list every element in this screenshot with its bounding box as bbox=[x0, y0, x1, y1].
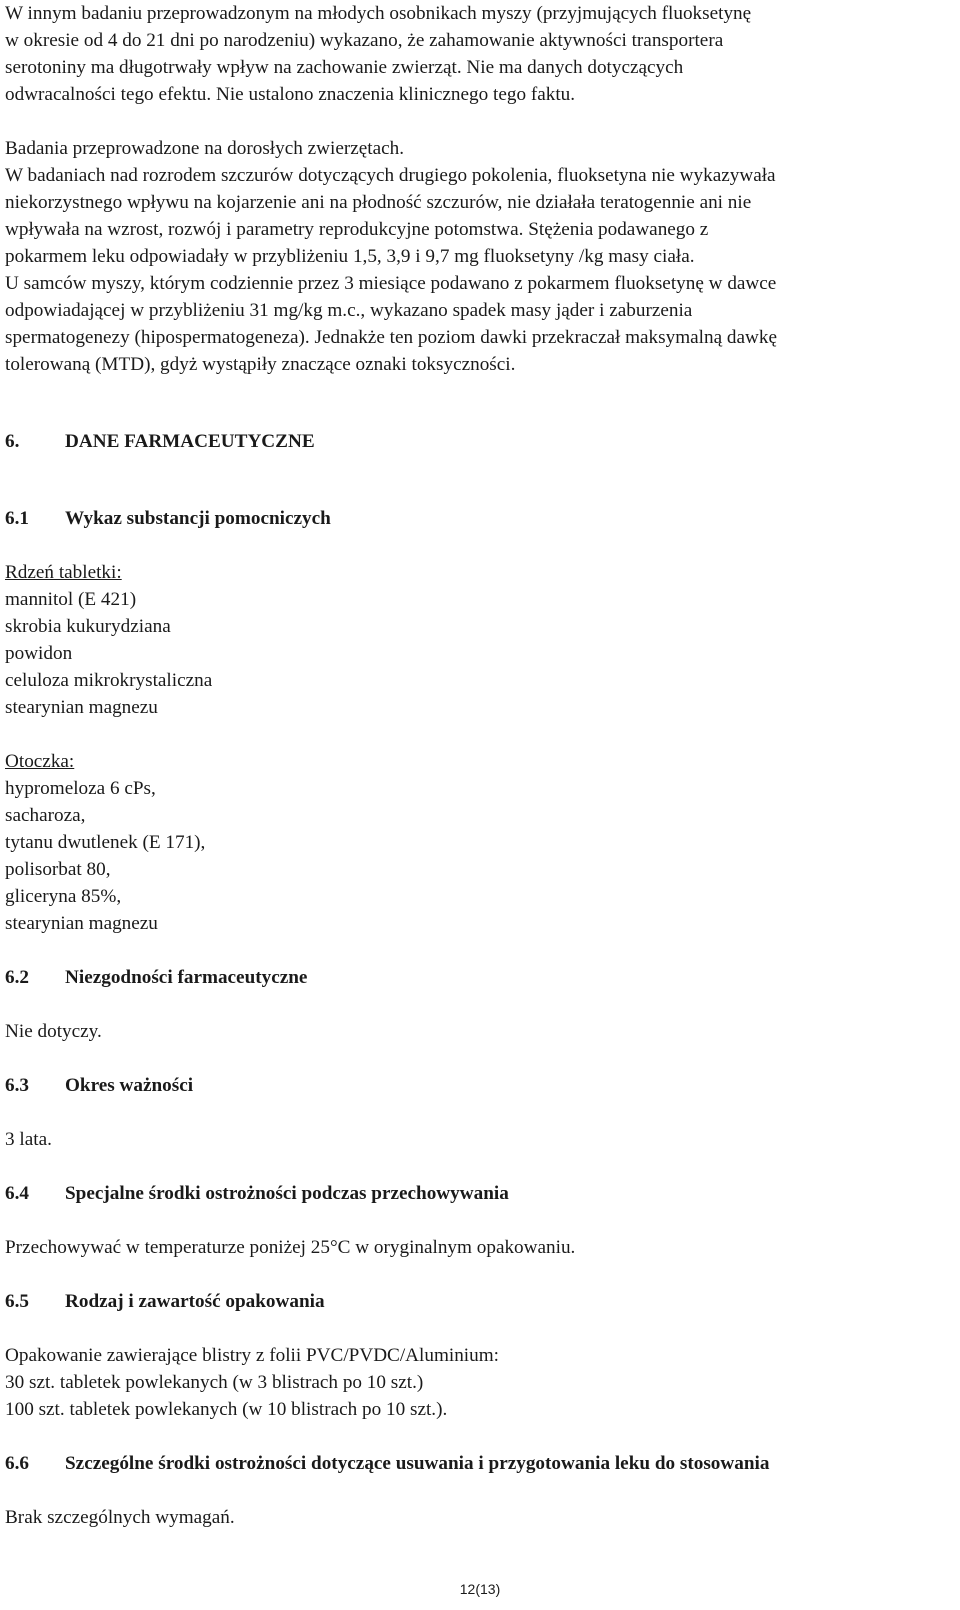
text-line: serotoniny ma długotrwały wpływ na zachowanie zwierząt. Nie ma danych dotyczących bbox=[5, 57, 684, 78]
intro-paragraph bbox=[5, 0, 955, 108]
packaging-line: 100 szt. tabletek powlekanych (w 10 blistrach po 10 szt.). bbox=[5, 1399, 448, 1420]
packaging-list bbox=[5, 1342, 955, 1423]
section-number: 6.6 bbox=[5, 1453, 29, 1474]
text-line: tolerowaną (MTD), gdyż wystąpiły znaczące oznaki toksyczności. bbox=[5, 354, 516, 375]
section-number: 6.2 bbox=[5, 967, 29, 988]
excipient-item: skrobia kukurydziana bbox=[5, 616, 171, 637]
text-line: pokarmem leku odpowiadały w przybliżeniu 1,5, 3,9 i 9,7 mg fluoksetyny /kg masy ciała. bbox=[5, 246, 695, 267]
excipient-item: mannitol (E 421) bbox=[5, 589, 137, 610]
section-heading-6-6 bbox=[5, 1450, 955, 1477]
coating-label: Otoczka: bbox=[5, 751, 75, 772]
document-page bbox=[5, 0, 955, 1531]
section-text: Przechowywać w temperaturze poniżej 25°C w oryginalnym opakowaniu. bbox=[5, 1237, 576, 1258]
text-line: U samców myszy, którym codziennie przez 3 miesiące podawano z pokarmem fluoksetynę w dawce bbox=[5, 273, 777, 294]
section-number: 6. bbox=[5, 431, 20, 452]
spacer bbox=[5, 1153, 955, 1180]
text-line: W badaniach nad rozrodem szczurów dotyczących drugiego pokolenia, fluoksetyna nie wykazywała bbox=[5, 165, 776, 186]
section-number: 6.5 bbox=[5, 1291, 29, 1312]
core-excipients bbox=[5, 559, 955, 721]
spacer bbox=[5, 937, 955, 964]
text-line: spermatogenezy (hipospermatogeneza). Jednakże ten poziom dawki przekraczał maksymalną dawkę bbox=[5, 327, 777, 348]
excipient-item: tytanu dwutlenek (E 171), bbox=[5, 832, 206, 853]
text-line: odpowiadającej w przybliżeniu 31 mg/kg m.c., wykazano spadek masy jąder i zaburzenia bbox=[5, 300, 693, 321]
spacer bbox=[5, 378, 955, 428]
spacer bbox=[5, 108, 955, 135]
adult-studies-paragraph bbox=[5, 135, 955, 378]
spacer bbox=[5, 991, 955, 1018]
excipient-item: hypromeloza 6 cPs, bbox=[5, 778, 156, 799]
spacer bbox=[5, 1045, 955, 1072]
section-title: Niezgodności farmaceutyczne bbox=[65, 967, 308, 988]
section-heading-6-2 bbox=[5, 964, 955, 991]
spacer bbox=[5, 1207, 955, 1234]
section-title: Specjalne środki ostrożności podczas przechowywania bbox=[65, 1183, 509, 1204]
section-title: DANE FARMACEUTYCZNE bbox=[65, 431, 315, 452]
excipient-item: celuloza mikrokrystaliczna bbox=[5, 670, 213, 691]
text-line: W innym badaniu przeprowadzonym na młodych osobnikach myszy (przyjmujących fluoksetynę bbox=[5, 3, 752, 24]
section-number: 6.1 bbox=[5, 508, 29, 529]
section-heading-6-3 bbox=[5, 1072, 955, 1099]
spacer bbox=[5, 1477, 955, 1504]
spacer bbox=[5, 1315, 955, 1342]
spacer bbox=[5, 1099, 955, 1126]
coating-excipients bbox=[5, 748, 955, 937]
page-number: 12(13) bbox=[459, 1581, 501, 1597]
excipient-item: stearynian magnezu bbox=[5, 697, 158, 718]
section-title: Szczególne środki ostrożności dotyczące usuwania i przygotowania leku do stosowania bbox=[65, 1453, 770, 1474]
text-line: odwracalności tego efektu. Nie ustalono znaczenia klinicznego tego faktu. bbox=[5, 84, 576, 105]
excipient-item: sacharoza, bbox=[5, 805, 86, 826]
spacer bbox=[5, 455, 955, 505]
packaging-line: 30 szt. tabletek powlekanych (w 3 blistrach po 10 szt.) bbox=[5, 1372, 424, 1393]
spacer bbox=[5, 532, 955, 559]
section-title: Okres ważności bbox=[65, 1075, 194, 1096]
section-text: 3 lata. bbox=[5, 1129, 52, 1150]
text-line: wpływała na wzrost, rozwój i parametry reprodukcyjne potomstwa. Stężenia podawanego z bbox=[5, 219, 709, 240]
section-title: Rodzaj i zawartość opakowania bbox=[65, 1291, 325, 1312]
text-line: niekorzystnego wpływu na kojarzenie ani na płodność szczurów, nie działała teratogennie ani nie bbox=[5, 192, 752, 213]
spacer bbox=[5, 1261, 955, 1288]
excipient-item: polisorbat 80, bbox=[5, 859, 111, 880]
spacer bbox=[5, 721, 955, 748]
section-heading-6-4 bbox=[5, 1180, 955, 1207]
section-heading-6-1 bbox=[5, 505, 955, 532]
excipient-item: stearynian magnezu bbox=[5, 913, 158, 934]
text-line: w okresie od 4 do 21 dni po narodzeniu) wykazano, że zahamowanie aktywności transportera bbox=[5, 30, 724, 51]
section-heading-6-5 bbox=[5, 1288, 955, 1315]
adult-studies-heading: Badania przeprowadzone na dorosłych zwierzętach. bbox=[5, 138, 405, 159]
packaging-line: Opakowanie zawierające blistry z folii PVC/PVDC/Aluminium: bbox=[5, 1345, 499, 1366]
section-text: Nie dotyczy. bbox=[5, 1021, 102, 1042]
excipient-item: gliceryna 85%, bbox=[5, 886, 122, 907]
excipient-item: powidon bbox=[5, 643, 73, 664]
section-number: 6.4 bbox=[5, 1183, 29, 1204]
spacer bbox=[5, 1423, 955, 1450]
section-text: Brak szczególnych wymagań. bbox=[5, 1507, 235, 1528]
section-number: 6.3 bbox=[5, 1075, 29, 1096]
section-heading-6 bbox=[5, 428, 955, 455]
section-title: Wykaz substancji pomocniczych bbox=[65, 508, 331, 529]
core-label: Rdzeń tabletki: bbox=[5, 562, 122, 583]
